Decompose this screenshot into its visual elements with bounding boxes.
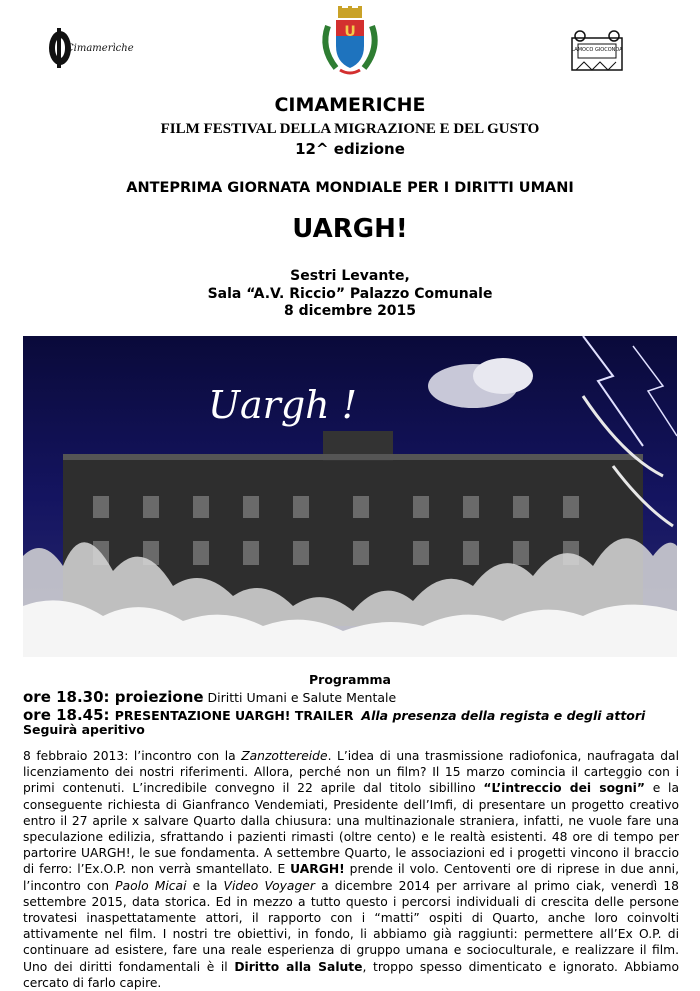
program-item-1-text: Diritti Umani e Salute Mentale — [203, 690, 397, 705]
body-text-segment: prende il volo. Centoventi ore di riprese in due anni, l’incontro con — [23, 862, 679, 893]
body-text-segment: Video Voyager — [223, 878, 315, 893]
event-place: Sestri Levante, — [290, 268, 410, 284]
edition-label: 12^ edizione — [295, 140, 405, 158]
body-paragraph — [23, 748, 679, 991]
cimameriche-logo — [46, 24, 134, 70]
body-text-segment: 8 febbraio 2013: l’incontro con la — [23, 749, 242, 763]
body-text-segment: Zanzottereide — [241, 749, 328, 763]
crest-letter: U — [344, 24, 356, 40]
program-item-1 — [23, 688, 683, 706]
program-item-1-time: ore 18.30: proiezione — [23, 688, 204, 706]
body-text-segment: “L’intreccio dei sogni” — [483, 781, 645, 796]
body-text-segment: a dicembre 2014 per arrivare al primo ciak, venerdì 18 settembre 2015, data storica. Ed in mezzo a tutto questo i percorsi individuali di crescita delle persone trovatesi inaspettatamente attori, il rapporto con i “matti” ospiti di Quarto, anche loro coinvolti attivamente nel film. I nostri tre obiettivi, in fondo, li abbiamo già raggiunti: permettere all’Ex O.P. di continuare ad esistere, fare una reale esperienza di gruppo umana e socioculturale, e realizzare il film. Uno dei diritti fondamentali è il — [23, 878, 679, 974]
event-venue: Sala “A.V. Riccio” Palazzo Comunale — [207, 286, 493, 302]
preview-label: ANTEPRIMA GIORNATA MONDIALE PER I DIRITTI UMANI — [126, 180, 574, 196]
poster-caption: Uargh ! — [208, 383, 357, 427]
program-item-3: Seguirà aperitivo — [23, 722, 145, 737]
program-heading: Programma — [309, 672, 391, 687]
event-title: UARGH! — [292, 214, 408, 244]
lamoco-gioconda-logo — [566, 30, 628, 74]
festival-title: CIMAMERICHE — [274, 94, 426, 116]
festival-subtitle: FILM FESTIVAL DELLA MIGRAZIONE E DEL GUSTO — [160, 121, 540, 137]
poster-image — [23, 336, 677, 657]
program-item-2-title: PRESENTAZIONE UARGH! TRAILER — [114, 708, 354, 723]
body-text-segment: UARGH! — [290, 862, 345, 877]
body-text-segment: . L’idea di una trasmissione radiofonica, naufragata dal licenziamento dei nostri riferimenti. Allora, perché non un film? Il 15 marzo comincia il carteggio con i primi contenuti. L’incredibile convegno il 22 aprile dal titolo sibillino — [23, 749, 679, 796]
city-crest-logo — [316, 6, 384, 78]
program-item-2-time: ore 18.45: — [23, 706, 115, 724]
logo-left-text: Cimamerìche — [66, 43, 134, 54]
body-text-segment: Diritto alla Salute — [234, 959, 363, 974]
body-text-segment: Paolo Micai — [115, 878, 187, 893]
body-text-segment: , troppo spesso dimenticato e ignorato. Abbiamo cercato di farlo capire. — [23, 959, 679, 990]
program-item-2-note: Alla presenza della regista e degli attori — [361, 708, 646, 723]
body-text-segment: e la — [186, 878, 224, 893]
logo-right-text: LAMOCO GIOCONDA — [571, 47, 623, 53]
event-date: 8 dicembre 2015 — [283, 303, 417, 319]
body-text-segment: e la conseguente richiesta di Gianfranco Vendemiati, Presidente dell’Imfi, di presentare un progetto creativo entro il 27 aprile x salvare Quarto dalla chiusura: una multinazionale straniera, infatti, ne vuole fare una speculazione edilizia, sfrattando i pazienti rimasti (oltre cento) e le realtà esistenti. 48 ore di tempo per partorire UARGH!, le sue fondamenta. A settembre Quarto, le associazioni ed i progetti vincono il braccio di ferro: l’Ex.O.P. non verrà smantellato. E — [23, 781, 679, 877]
logo-bar — [0, 0, 700, 80]
